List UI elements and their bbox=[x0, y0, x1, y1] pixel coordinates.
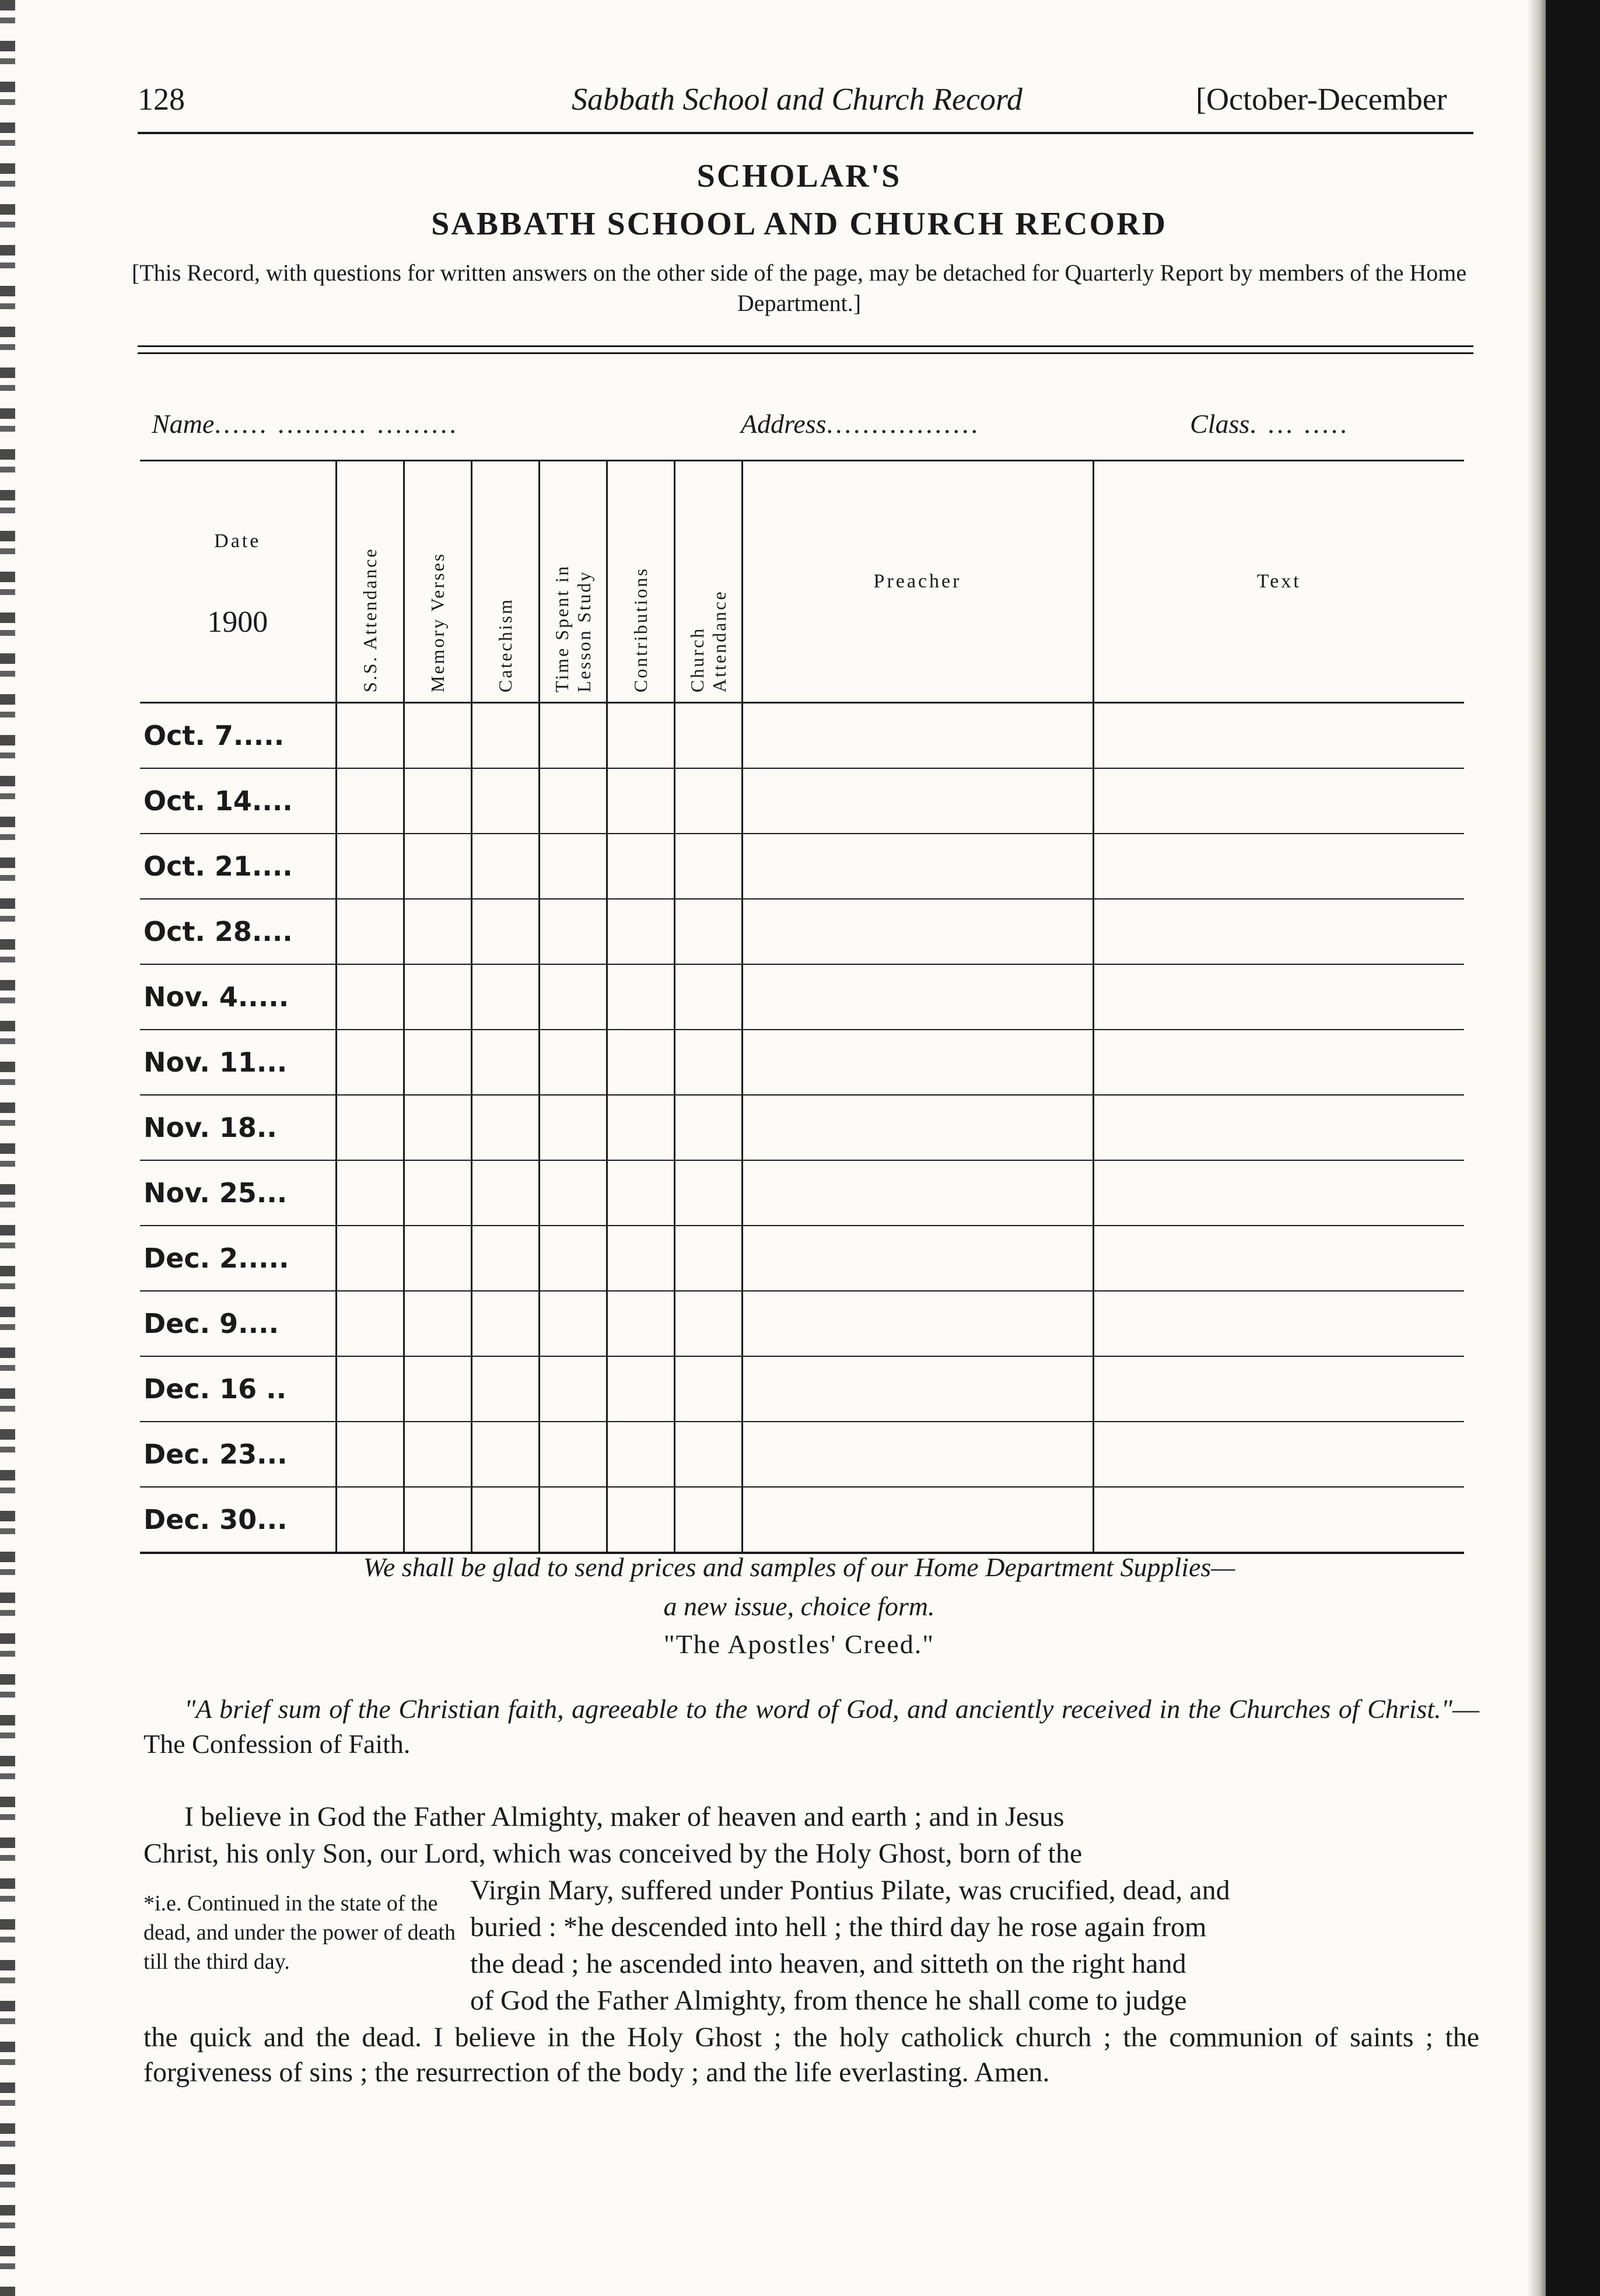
footnote-side: *i.e. Continued in the state of the dead, and under the power of death till the third day. bbox=[143, 1891, 456, 1974]
entry-cell[interactable] bbox=[674, 899, 742, 964]
entry-cell[interactable] bbox=[607, 1487, 674, 1553]
entry-cell[interactable] bbox=[471, 1226, 539, 1291]
entry-cell[interactable] bbox=[471, 964, 539, 1030]
class-dots: . ... ..... bbox=[1249, 409, 1349, 439]
date-cell: Oct. 28.... bbox=[140, 899, 336, 964]
entry-cell[interactable] bbox=[336, 1160, 404, 1226]
title-line-1: SCHOLAR'S bbox=[696, 158, 902, 194]
table-row bbox=[140, 703, 1464, 769]
address-dots: ................. bbox=[826, 409, 981, 439]
creed-intro-source: —The Confession of Faith. bbox=[143, 1694, 1479, 1759]
date-cell: Nov. 25... bbox=[140, 1160, 336, 1226]
entry-cell[interactable] bbox=[1093, 1095, 1464, 1160]
date-cell: Nov. 11... bbox=[140, 1030, 336, 1095]
col-memory-verses-label: Memory Verses bbox=[427, 552, 448, 692]
entry-cell[interactable] bbox=[742, 1226, 1093, 1291]
entry-cell[interactable] bbox=[539, 1487, 607, 1553]
creed-title: "The Apostles' Creed." bbox=[663, 1629, 935, 1659]
entry-cell[interactable] bbox=[607, 1291, 674, 1356]
date-column-header bbox=[140, 461, 336, 703]
entry-cell[interactable] bbox=[607, 1226, 674, 1291]
table-row bbox=[140, 768, 1464, 834]
entry-cell[interactable] bbox=[742, 768, 1093, 834]
entry-cell[interactable] bbox=[539, 964, 607, 1030]
date-cell: Oct. 21.... bbox=[140, 834, 336, 899]
entry-cell[interactable] bbox=[742, 1422, 1093, 1487]
entry-cell[interactable] bbox=[674, 1422, 742, 1487]
col-church-attendance bbox=[674, 461, 742, 703]
col-text: Text bbox=[1093, 461, 1464, 703]
col-contributions bbox=[607, 461, 674, 703]
entry-cell[interactable] bbox=[1093, 1487, 1464, 1553]
entry-cell[interactable] bbox=[1093, 1356, 1464, 1422]
entry-cell[interactable] bbox=[539, 703, 607, 769]
entry-cell[interactable] bbox=[1093, 1422, 1464, 1487]
entry-cell[interactable] bbox=[404, 899, 471, 964]
entry-cell[interactable] bbox=[404, 1356, 471, 1422]
creed-mid-4: of God the Father Almighty, from thence he shall come to judge bbox=[470, 1985, 1187, 2016]
creed-mid-1: Virgin Mary, suffered under Pontius Pilate, was crucified, dead, and bbox=[470, 1875, 1230, 1906]
date-cell: Dec. 30... bbox=[140, 1487, 336, 1553]
creed-intro bbox=[143, 1692, 1479, 1762]
entry-cell[interactable] bbox=[607, 1160, 674, 1226]
table-row bbox=[140, 1487, 1464, 1553]
entry-cell[interactable] bbox=[674, 768, 742, 834]
entry-cell[interactable] bbox=[1093, 703, 1464, 769]
entry-cell[interactable] bbox=[1093, 1030, 1464, 1095]
table-header-row bbox=[140, 461, 1464, 703]
entry-cell[interactable] bbox=[607, 1356, 674, 1422]
creed-line-1: I believe in God the Father Almighty, maker of heaven and earth ; and in Jesus bbox=[184, 1801, 1065, 1832]
entry-cell[interactable] bbox=[539, 768, 607, 834]
table-row bbox=[140, 1422, 1464, 1487]
entry-cell[interactable] bbox=[471, 899, 539, 964]
entry-cell[interactable] bbox=[742, 1160, 1093, 1226]
entry-cell[interactable] bbox=[674, 1356, 742, 1422]
col-preacher: Preacher bbox=[742, 461, 1093, 703]
entry-cell[interactable] bbox=[742, 834, 1093, 899]
col-lesson-study bbox=[539, 461, 607, 703]
entry-cell[interactable] bbox=[471, 768, 539, 834]
entry-cell[interactable] bbox=[607, 899, 674, 964]
year-label: 1900 bbox=[207, 605, 268, 639]
entry-cell[interactable] bbox=[539, 1422, 607, 1487]
entry-cell[interactable] bbox=[674, 1487, 742, 1553]
entry-cell[interactable] bbox=[742, 1030, 1093, 1095]
entry-cell[interactable] bbox=[336, 1487, 404, 1553]
entry-cell[interactable] bbox=[539, 834, 607, 899]
entry-cell[interactable] bbox=[607, 1030, 674, 1095]
entry-cell[interactable] bbox=[404, 1487, 471, 1553]
table-row bbox=[140, 1030, 1464, 1095]
entry-cell[interactable] bbox=[471, 1030, 539, 1095]
entry-cell[interactable] bbox=[674, 964, 742, 1030]
entry-cell[interactable] bbox=[336, 964, 404, 1030]
entry-cell[interactable] bbox=[471, 1487, 539, 1553]
entry-cell[interactable] bbox=[742, 703, 1093, 769]
entry-cell[interactable] bbox=[471, 1160, 539, 1226]
creed-intro-quote: "A brief sum of the Christian faith, agreeable to the word of God, and anciently received in the Churches of Christ." bbox=[184, 1694, 1452, 1724]
entry-cell[interactable] bbox=[1093, 1160, 1464, 1226]
entry-cell[interactable] bbox=[742, 1095, 1093, 1160]
detach-note: [This Record, with questions for written answers on the other side of the page, may be detached for Quarterly Report by members of the Home Department.] bbox=[131, 260, 1467, 316]
date-cell: Nov. 18.. bbox=[140, 1095, 336, 1160]
entry-cell[interactable] bbox=[404, 1422, 471, 1487]
entry-cell[interactable] bbox=[1093, 834, 1464, 899]
entry-cell[interactable] bbox=[471, 834, 539, 899]
table-row bbox=[140, 1095, 1464, 1160]
entry-cell[interactable] bbox=[404, 1095, 471, 1160]
entry-cell[interactable] bbox=[539, 1160, 607, 1226]
entry-cell[interactable] bbox=[674, 703, 742, 769]
creed-line-2: Christ, his only Son, our Lord, which was conceived by the Holy Ghost, born of the bbox=[143, 1838, 1083, 1869]
entry-cell[interactable] bbox=[404, 1226, 471, 1291]
entry-cell[interactable] bbox=[742, 964, 1093, 1030]
col-lesson-study-label: Time Spent in Lesson Study bbox=[551, 564, 594, 692]
date-cell: Oct. 7..... bbox=[140, 703, 336, 769]
entry-cell[interactable] bbox=[404, 964, 471, 1030]
col-catechism-label: Catechism bbox=[495, 597, 516, 692]
date-cell: Nov. 4..... bbox=[140, 964, 336, 1030]
entry-cell[interactable] bbox=[336, 899, 404, 964]
title-line-2: SABBATH SCHOOL AND CHURCH RECORD bbox=[431, 206, 1167, 242]
col-ss-attendance bbox=[336, 461, 404, 703]
date-cell: Dec. 9.... bbox=[140, 1291, 336, 1356]
entry-cell[interactable] bbox=[471, 1356, 539, 1422]
class-label: Class bbox=[1190, 409, 1250, 439]
entry-cell[interactable] bbox=[539, 1095, 607, 1160]
entry-cell[interactable] bbox=[674, 1030, 742, 1095]
col-ss-attendance-label: S.S. Attendance bbox=[359, 547, 380, 692]
col-catechism bbox=[471, 461, 539, 703]
entry-cell[interactable] bbox=[471, 1422, 539, 1487]
entry-cell[interactable] bbox=[1093, 899, 1464, 964]
entry-cell[interactable] bbox=[742, 1487, 1093, 1553]
entry-cell[interactable] bbox=[539, 1291, 607, 1356]
entry-cell[interactable] bbox=[404, 1030, 471, 1095]
address-label: Address bbox=[741, 409, 827, 439]
entry-cell[interactable] bbox=[674, 1160, 742, 1226]
running-title: Sabbath School and Church Record bbox=[572, 82, 1023, 117]
col-church-attendance-label: Church Attendance bbox=[687, 590, 730, 692]
entry-cell[interactable] bbox=[607, 834, 674, 899]
table-row bbox=[140, 1356, 1464, 1422]
entry-cell[interactable] bbox=[336, 1422, 404, 1487]
entry-cell[interactable] bbox=[336, 1356, 404, 1422]
table-row bbox=[140, 899, 1464, 964]
entry-cell[interactable] bbox=[336, 1291, 404, 1356]
date-cell: Dec. 16 .. bbox=[140, 1356, 336, 1422]
table-row bbox=[140, 1291, 1464, 1356]
entry-cell[interactable] bbox=[336, 1030, 404, 1095]
entry-cell[interactable] bbox=[471, 703, 539, 769]
creed-mid-2: buried : *he descended into hell ; the third day he rose again from bbox=[470, 1912, 1207, 1943]
entry-cell[interactable] bbox=[404, 834, 471, 899]
entry-cell[interactable] bbox=[1093, 964, 1464, 1030]
record-table bbox=[140, 460, 1464, 1554]
supplies-line-2: a new issue, choice form. bbox=[663, 1591, 935, 1621]
creed-end: the quick and the dead. I believe in the Holy Ghost ; the holy catholick church ; the communion of saints ; the forgiveness of sins ; the resurrection of the body ; and the life everlasting. Amen. bbox=[143, 2022, 1479, 2088]
entry-cell[interactable] bbox=[404, 703, 471, 769]
scan-left-edge bbox=[0, 0, 15, 2296]
entry-cell[interactable] bbox=[1093, 1291, 1464, 1356]
entry-cell[interactable] bbox=[607, 1422, 674, 1487]
entry-cell[interactable] bbox=[674, 834, 742, 899]
entry-cell[interactable] bbox=[539, 1030, 607, 1095]
entry-cell[interactable] bbox=[539, 899, 607, 964]
entry-cell[interactable] bbox=[607, 1095, 674, 1160]
entry-cell[interactable] bbox=[607, 703, 674, 769]
table-row bbox=[140, 1160, 1464, 1226]
entry-cell[interactable] bbox=[607, 964, 674, 1030]
entry-cell[interactable] bbox=[336, 1095, 404, 1160]
table-row bbox=[140, 1226, 1464, 1291]
col-contributions-label: Contributions bbox=[630, 566, 651, 692]
creed-mid-3: the dead ; he ascended into heaven, and sitteth on the right hand bbox=[470, 1948, 1186, 1979]
entry-cell[interactable] bbox=[336, 703, 404, 769]
supplies-line-1: We shall be glad to send prices and samples of our Home Department Supplies— bbox=[363, 1552, 1235, 1582]
entry-cell[interactable] bbox=[336, 1226, 404, 1291]
col-memory-verses bbox=[404, 461, 471, 703]
scan-binding-shadow bbox=[1527, 0, 1548, 2296]
entry-cell[interactable] bbox=[539, 1356, 607, 1422]
entry-cell[interactable] bbox=[1093, 1226, 1464, 1291]
date-header-label: Date bbox=[214, 530, 261, 552]
entry-cell[interactable] bbox=[404, 768, 471, 834]
entry-cell[interactable] bbox=[471, 1095, 539, 1160]
header-rule bbox=[138, 132, 1473, 134]
entry-cell[interactable] bbox=[539, 1226, 607, 1291]
section-label: [October-December bbox=[1196, 82, 1447, 117]
entry-cell[interactable] bbox=[471, 1291, 539, 1356]
page-number: 128 bbox=[138, 82, 185, 117]
title-rule-top bbox=[138, 345, 1473, 347]
table-row bbox=[140, 834, 1464, 899]
class-field[interactable] bbox=[1190, 408, 1349, 439]
entry-cell[interactable] bbox=[742, 899, 1093, 964]
entry-cell[interactable] bbox=[674, 1291, 742, 1356]
entry-cell[interactable] bbox=[404, 1291, 471, 1356]
entry-cell[interactable] bbox=[336, 834, 404, 899]
entry-cell[interactable] bbox=[607, 768, 674, 834]
entry-cell[interactable] bbox=[742, 1356, 1093, 1422]
date-cell: Dec. 23... bbox=[140, 1422, 336, 1487]
entry-cell[interactable] bbox=[404, 1160, 471, 1226]
entry-cell[interactable] bbox=[674, 1226, 742, 1291]
date-cell: Dec. 2..... bbox=[140, 1226, 336, 1291]
scan-right-edge bbox=[1546, 0, 1600, 2296]
table-row bbox=[140, 964, 1464, 1030]
entry-cell[interactable] bbox=[1093, 768, 1464, 834]
entry-cell[interactable] bbox=[742, 1291, 1093, 1356]
address-field[interactable] bbox=[741, 408, 980, 439]
entry-cell[interactable] bbox=[336, 768, 404, 834]
entry-cell[interactable] bbox=[674, 1095, 742, 1160]
name-label: Name bbox=[152, 409, 215, 439]
name-dots: ...... .......... ......... bbox=[214, 409, 458, 439]
title-rule-bottom bbox=[138, 352, 1473, 354]
date-cell: Oct. 14.... bbox=[140, 768, 336, 834]
name-field[interactable] bbox=[152, 408, 458, 439]
